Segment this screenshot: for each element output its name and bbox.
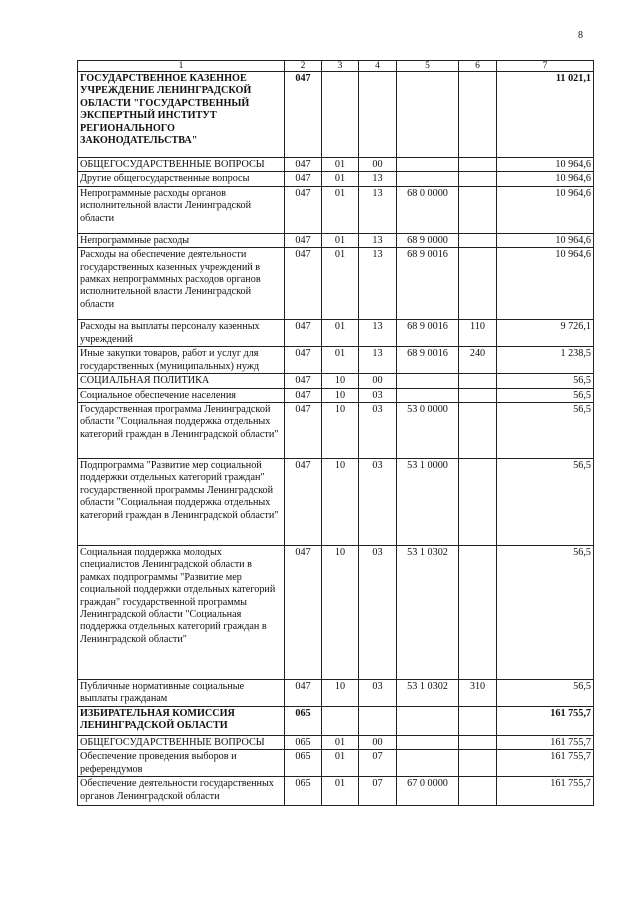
row-section-code: 01 bbox=[322, 320, 359, 347]
table-row bbox=[78, 459, 594, 546]
row-target-code bbox=[397, 158, 459, 172]
row-ministry-code: 047 bbox=[285, 546, 322, 680]
row-amount: 161 755,7 bbox=[497, 777, 594, 806]
row-ministry-code: 065 bbox=[285, 707, 322, 736]
row-amount: 10 964,6 bbox=[497, 172, 594, 186]
row-target-code bbox=[397, 72, 459, 158]
row-subsection-code: 13 bbox=[359, 248, 397, 320]
table-row bbox=[78, 72, 594, 158]
row-subsection-code: 07 bbox=[359, 777, 397, 806]
row-target-code: 67 0 0000 bbox=[397, 777, 459, 806]
header-cell: 1 bbox=[78, 61, 285, 72]
table-row bbox=[78, 777, 594, 806]
row-amount: 56,5 bbox=[497, 459, 594, 546]
row-expense-type bbox=[459, 403, 497, 459]
table-row bbox=[78, 158, 594, 172]
header-cell: 3 bbox=[322, 61, 359, 72]
row-name: Обеспечение проведения выборов и референдумов bbox=[78, 750, 285, 777]
row-target-code bbox=[397, 736, 459, 750]
row-target-code: 68 0 0000 bbox=[397, 186, 459, 233]
row-amount: 56,5 bbox=[497, 374, 594, 388]
row-name: Социальное обеспечение населения bbox=[78, 388, 285, 402]
row-section-code bbox=[322, 72, 359, 158]
row-subsection-code bbox=[359, 72, 397, 158]
row-target-code: 53 1 0000 bbox=[397, 459, 459, 546]
row-ministry-code: 065 bbox=[285, 777, 322, 806]
row-name: Обеспечение деятельности государственных органов Ленинградской области bbox=[78, 777, 285, 806]
row-amount: 10 964,6 bbox=[497, 233, 594, 247]
header-cell: 4 bbox=[359, 61, 397, 72]
row-ministry-code: 047 bbox=[285, 158, 322, 172]
table-row bbox=[78, 403, 594, 459]
row-subsection-code: 00 bbox=[359, 374, 397, 388]
row-ministry-code: 065 bbox=[285, 736, 322, 750]
row-section-code: 10 bbox=[322, 680, 359, 707]
row-target-code: 53 0 0000 bbox=[397, 403, 459, 459]
row-target-code: 68 9 0016 bbox=[397, 320, 459, 347]
row-expense-type bbox=[459, 172, 497, 186]
row-expense-type bbox=[459, 777, 497, 806]
row-name: ИЗБИРАТЕЛЬНАЯ КОМИССИЯ ЛЕНИНГРАДСКОЙ ОБЛАСТИ bbox=[78, 707, 285, 736]
row-subsection-code: 13 bbox=[359, 347, 397, 374]
row-amount: 56,5 bbox=[497, 546, 594, 680]
row-amount: 10 964,6 bbox=[497, 186, 594, 233]
row-amount: 56,5 bbox=[497, 388, 594, 402]
row-subsection-code: 13 bbox=[359, 233, 397, 247]
header-cell: 2 bbox=[285, 61, 322, 72]
row-section-code: 01 bbox=[322, 777, 359, 806]
row-expense-type bbox=[459, 248, 497, 320]
row-target-code bbox=[397, 388, 459, 402]
row-name: Непрограммные расходы органов исполнительной власти Ленинградской области bbox=[78, 186, 285, 233]
row-expense-type bbox=[459, 186, 497, 233]
row-name: ГОСУДАРСТВЕННОЕ КАЗЕННОЕ УЧРЕЖДЕНИЕ ЛЕНИНГРАДСКОЙ ОБЛАСТИ "ГОСУДАРСТВЕННЫЙ ЭКСПЕРТНЫЙ ИНСТИТУТ РЕГИОНАЛЬНОГО ЗАКОНОДАТЕЛЬСТВА" bbox=[78, 72, 285, 158]
row-name: Расходы на выплаты персоналу казенных учреждений bbox=[78, 320, 285, 347]
row-subsection-code: 03 bbox=[359, 459, 397, 546]
row-amount: 161 755,7 bbox=[497, 707, 594, 736]
row-subsection-code: 13 bbox=[359, 320, 397, 347]
row-expense-type bbox=[459, 158, 497, 172]
row-name: Непрограммные расходы bbox=[78, 233, 285, 247]
row-ministry-code: 047 bbox=[285, 233, 322, 247]
row-name: Государственная программа Ленинградской области "Социальная поддержка отдельных категорий граждан в Ленинградской области" bbox=[78, 403, 285, 459]
row-subsection-code: 03 bbox=[359, 680, 397, 707]
row-amount: 1 238,5 bbox=[497, 347, 594, 374]
table-row bbox=[78, 186, 594, 233]
row-section-code: 01 bbox=[322, 158, 359, 172]
row-expense-type: 310 bbox=[459, 680, 497, 707]
row-section-code: 01 bbox=[322, 750, 359, 777]
row-subsection-code: 03 bbox=[359, 403, 397, 459]
header-row bbox=[78, 61, 594, 72]
row-amount: 11 021,1 bbox=[497, 72, 594, 158]
row-target-code: 53 1 0302 bbox=[397, 546, 459, 680]
row-subsection-code: 03 bbox=[359, 388, 397, 402]
row-amount: 56,5 bbox=[497, 403, 594, 459]
table-row bbox=[78, 750, 594, 777]
row-expense-type bbox=[459, 388, 497, 402]
row-section-code: 10 bbox=[322, 546, 359, 680]
row-expense-type bbox=[459, 707, 497, 736]
row-target-code: 68 9 0000 bbox=[397, 233, 459, 247]
row-section-code: 01 bbox=[322, 172, 359, 186]
table-row bbox=[78, 388, 594, 402]
row-name: Публичные нормативные социальные выплаты гражданам bbox=[78, 680, 285, 707]
row-section-code: 10 bbox=[322, 403, 359, 459]
row-expense-type bbox=[459, 374, 497, 388]
table-row bbox=[78, 248, 594, 320]
row-ministry-code: 065 bbox=[285, 750, 322, 777]
row-ministry-code: 047 bbox=[285, 403, 322, 459]
row-subsection-code: 00 bbox=[359, 158, 397, 172]
row-expense-type bbox=[459, 459, 497, 546]
row-amount: 10 964,6 bbox=[497, 158, 594, 172]
table-row bbox=[78, 233, 594, 247]
row-amount: 161 755,7 bbox=[497, 750, 594, 777]
row-subsection-code: 03 bbox=[359, 546, 397, 680]
row-name: Подпрограмма "Развитие мер социальной поддержки отдельных категорий граждан" государственной программы Ленинградской области "Социальная поддержка отдельных категорий граждан в Ленинградской области" bbox=[78, 459, 285, 546]
row-ministry-code: 047 bbox=[285, 186, 322, 233]
table-row bbox=[78, 546, 594, 680]
row-target-code bbox=[397, 750, 459, 777]
row-expense-type bbox=[459, 546, 497, 680]
row-ministry-code: 047 bbox=[285, 388, 322, 402]
row-target-code bbox=[397, 707, 459, 736]
table-row bbox=[78, 736, 594, 750]
row-section-code: 10 bbox=[322, 374, 359, 388]
table-row bbox=[78, 172, 594, 186]
page-number: 8 bbox=[578, 30, 583, 41]
header-cell: 6 bbox=[459, 61, 497, 72]
row-section-code: 01 bbox=[322, 248, 359, 320]
row-target-code: 53 1 0302 bbox=[397, 680, 459, 707]
row-expense-type: 240 bbox=[459, 347, 497, 374]
row-name: Иные закупки товаров, работ и услуг для государственных (муниципальных) нужд bbox=[78, 347, 285, 374]
row-name: Социальная поддержка молодых специалистов Ленинградской области в рамках подпрограммы "Развитие мер социальной поддержки отдельных категорий граждан" государственной программы Ленинградской области "Социальная поддержка отдельных категорий граждан в Ленинградской области" bbox=[78, 546, 285, 680]
row-expense-type bbox=[459, 750, 497, 777]
header-cell: 5 bbox=[397, 61, 459, 72]
table-row bbox=[78, 320, 594, 347]
row-subsection-code: 13 bbox=[359, 186, 397, 233]
row-target-code: 68 9 0016 bbox=[397, 347, 459, 374]
row-subsection-code bbox=[359, 707, 397, 736]
row-section-code bbox=[322, 707, 359, 736]
row-section-code: 10 bbox=[322, 388, 359, 402]
row-name: ОБЩЕГОСУДАРСТВЕННЫЕ ВОПРОСЫ bbox=[78, 736, 285, 750]
table-row bbox=[78, 374, 594, 388]
row-ministry-code: 047 bbox=[285, 374, 322, 388]
row-section-code: 01 bbox=[322, 347, 359, 374]
table-row bbox=[78, 347, 594, 374]
row-expense-type bbox=[459, 72, 497, 158]
row-amount: 56,5 bbox=[497, 680, 594, 707]
budget-table bbox=[77, 60, 594, 806]
header-cell: 7 bbox=[497, 61, 594, 72]
row-ministry-code: 047 bbox=[285, 680, 322, 707]
row-ministry-code: 047 bbox=[285, 248, 322, 320]
row-expense-type bbox=[459, 233, 497, 247]
row-expense-type: 110 bbox=[459, 320, 497, 347]
row-amount: 9 726,1 bbox=[497, 320, 594, 347]
row-subsection-code: 13 bbox=[359, 172, 397, 186]
row-subsection-code: 00 bbox=[359, 736, 397, 750]
row-amount: 10 964,6 bbox=[497, 248, 594, 320]
row-ministry-code: 047 bbox=[285, 320, 322, 347]
row-ministry-code: 047 bbox=[285, 172, 322, 186]
row-section-code: 01 bbox=[322, 736, 359, 750]
row-ministry-code: 047 bbox=[285, 347, 322, 374]
row-section-code: 10 bbox=[322, 459, 359, 546]
row-ministry-code: 047 bbox=[285, 459, 322, 546]
row-section-code: 01 bbox=[322, 233, 359, 247]
row-amount: 161 755,7 bbox=[497, 736, 594, 750]
row-name: Расходы на обеспечение деятельности государственных казенных учреждений в рамках непрограммных расходов органов исполнительной власти Ленинградской области bbox=[78, 248, 285, 320]
row-target-code bbox=[397, 172, 459, 186]
row-expense-type bbox=[459, 736, 497, 750]
row-name: ОБЩЕГОСУДАРСТВЕННЫЕ ВОПРОСЫ bbox=[78, 158, 285, 172]
table-row bbox=[78, 707, 594, 736]
row-name: Другие общегосударственные вопросы bbox=[78, 172, 285, 186]
row-target-code: 68 9 0016 bbox=[397, 248, 459, 320]
row-name: СОЦИАЛЬНАЯ ПОЛИТИКА bbox=[78, 374, 285, 388]
row-target-code bbox=[397, 374, 459, 388]
table-row bbox=[78, 680, 594, 707]
row-section-code: 01 bbox=[322, 186, 359, 233]
row-ministry-code: 047 bbox=[285, 72, 322, 158]
row-subsection-code: 07 bbox=[359, 750, 397, 777]
